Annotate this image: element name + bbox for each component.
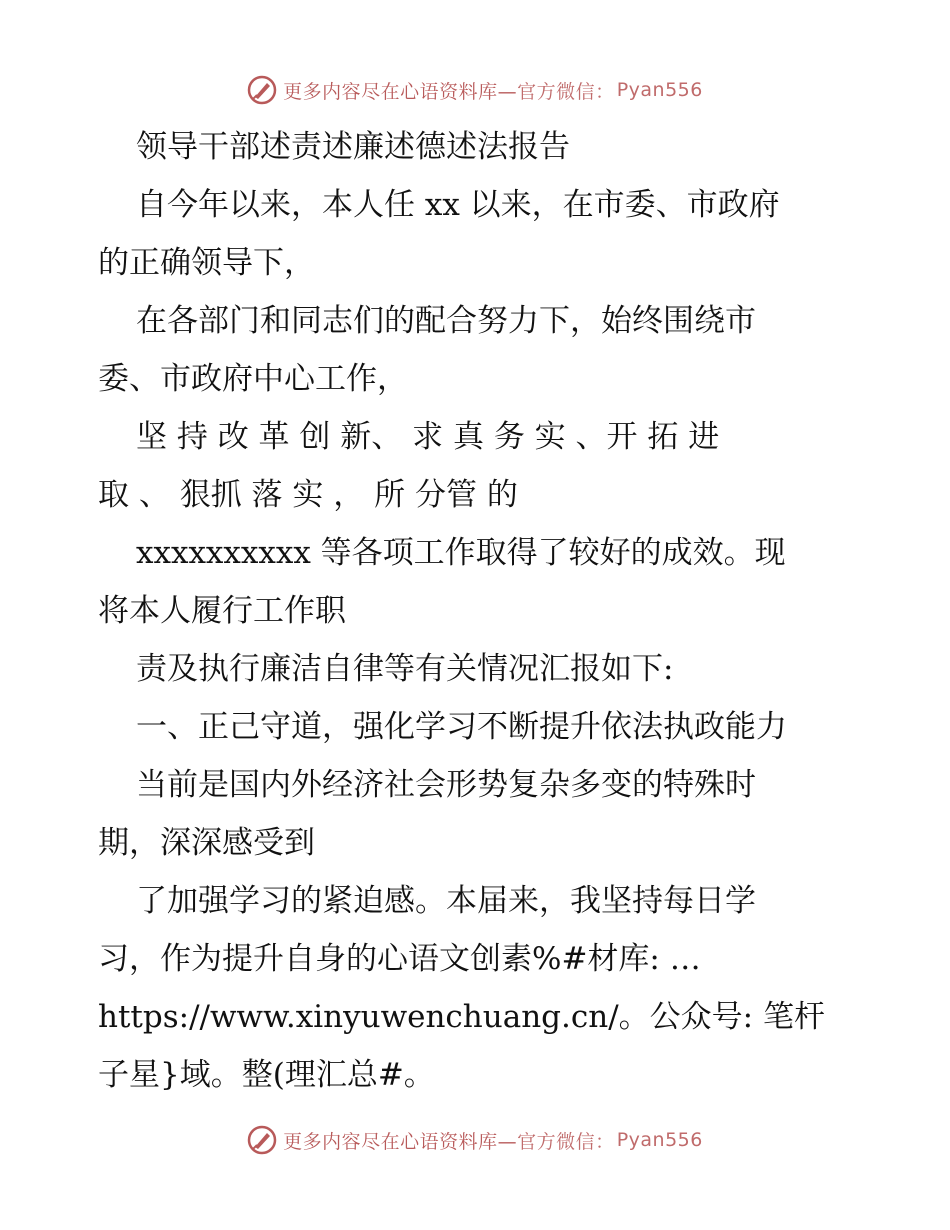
paragraph-line: 将本人履行工作职 <box>98 593 346 629</box>
paragraph-line: xxxxxxxxxx 等各项工作取得了较好的成效。现 <box>136 535 786 571</box>
document-body <box>98 118 858 1104</box>
paragraph-line: 的正确领导下， <box>98 245 315 281</box>
paragraph-line: 习，作为提升自身的心语文创素%#材库: … <box>98 941 701 977</box>
section-heading: 一、正己守道，强化学习不断提升依法执政能力 <box>136 709 787 745</box>
quill-logo-icon <box>247 1125 277 1155</box>
watermark-text: 更多内容尽在心语资料库— <box>283 80 518 103</box>
wechat-id: Pyan556 <box>616 79 703 101</box>
paragraph-line: 坚 持 改 革 创 新、 求 真 务 实 、开 拓 进 <box>136 419 720 455</box>
wechat-label: 官方微信： <box>517 80 615 103</box>
paragraph-line: 责及执行廉洁自律等有关情况汇报如下: <box>136 651 674 687</box>
paragraph-line: https://www.xinyuwenchuang.cn/。公众号: 笔杆 <box>98 999 825 1035</box>
wechat-id: Pyan556 <box>616 1129 703 1151</box>
document-title: 领导干部述责述廉述德述法报告 <box>136 129 570 165</box>
paragraph-line: 期，深深感受到 <box>98 825 315 861</box>
wechat-label: 官方微信： <box>517 1130 615 1153</box>
paragraph-line: 了加强学习的紧迫感。本届来，我坚持每日学 <box>136 883 756 919</box>
paragraph-line: 在各部门和同志们的配合努力下，始终围绕市 <box>136 303 756 339</box>
quill-logo-icon <box>247 75 277 105</box>
paragraph-line: 委、市政府中心工作， <box>98 361 408 397</box>
footer-watermark <box>0 1120 950 1160</box>
paragraph-line: 取 、 狠抓 落 实 ， 所 分管 的 <box>98 477 518 513</box>
watermark-text: 更多内容尽在心语资料库— <box>283 1130 518 1153</box>
header-watermark <box>0 70 950 110</box>
paragraph-line: 当前是国内外经济社会形势复杂多变的特殊时 <box>136 767 756 803</box>
paragraph-line: 子星}域。整(理汇总#。 <box>98 1057 435 1093</box>
paragraph-line: 自今年以来，本人任 xx 以来，在市委、市政府 <box>136 187 780 223</box>
